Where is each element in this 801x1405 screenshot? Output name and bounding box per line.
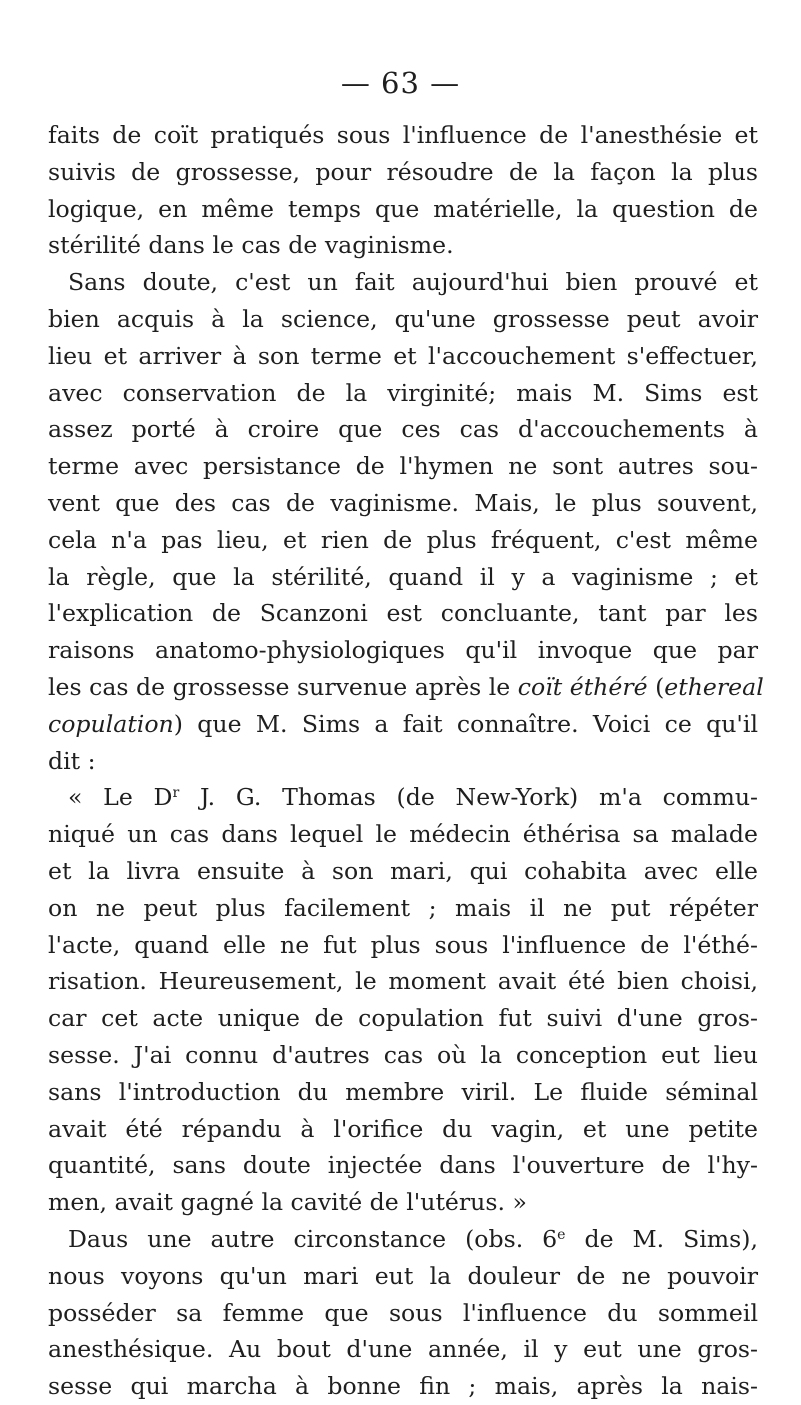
text-line: men, avait gagné la cavité de l'utérus. » xyxy=(48,1188,527,1217)
text-line xyxy=(48,669,764,706)
text-line: avait été répandu à l'orifice du vagin, et une petite xyxy=(48,1114,758,1143)
text-fragment: e xyxy=(557,1227,566,1244)
text-fragment: Daus une autre circonstance (obs. 6 xyxy=(68,1224,558,1253)
text-fragment: les cas de grossesse survenue après le xyxy=(48,672,518,701)
text-line: sans l'introduction du membre viril. Le fluide séminal xyxy=(48,1077,758,1106)
text-line: et la livra ensuite à son mari, qui cohabita avec elle xyxy=(48,856,758,885)
text-fragment: J. G. Thomas (de New-York) m'a commu- xyxy=(179,783,758,812)
text-line: sesse. J'ai connu d'autres cas où la conception eut lieu xyxy=(48,1040,758,1069)
text-line: logique, en même temps que matérielle, la question de xyxy=(48,194,758,223)
text-fragment: ( xyxy=(647,672,665,701)
text-line: dit : xyxy=(48,746,96,775)
text-line: niqué un cas dans lequel le médecin éthérisa sa malade xyxy=(48,820,758,849)
text-line: on ne peut plus facilement ; mais il ne put répéter xyxy=(48,893,758,922)
text-fragment: coït éthéré xyxy=(517,672,648,701)
text-line: nous voyons qu'un mari eut la douleur de ne pouvoir xyxy=(48,1261,758,1290)
text-line: l'acte, quand elle ne fut plus sous l'influence de l'éthé- xyxy=(48,930,758,959)
text-line: stérilité dans le cas de vaginisme. xyxy=(48,231,454,260)
text-line: anesthésique. Au bout d'une année, il y eut une gros- xyxy=(48,1335,758,1364)
body-text xyxy=(48,117,764,1405)
text-line: avec conservation de la virginité; mais M. Sims est xyxy=(48,378,758,407)
text-line: assez porté à croire que ces cas d'accouchements à xyxy=(48,415,758,444)
text-line: l'explication de Scanzoni est concluante, tant par les xyxy=(48,599,758,628)
text-fragment: « Le D xyxy=(68,783,173,812)
text-line xyxy=(48,706,758,743)
text-line: la règle, que la stérilité, quand il y a vaginisme ; et xyxy=(48,562,758,591)
text-line: suivis de grossesse, pour résoudre de la façon la plus xyxy=(48,157,758,186)
text-line: raisons anatomo-physiologiques qu'il invoque que par xyxy=(48,636,758,665)
text-line: Sans doute, c'est un fait aujourd'hui bien prouvé et xyxy=(68,268,758,297)
page-number: — 63 — xyxy=(340,66,461,100)
text-line: faits de coït pratiqués sous l'influence de l'anesthésie et xyxy=(48,121,758,149)
text-line: bien acquis à la science, qu'une grossesse peut avoir xyxy=(48,304,758,333)
text-line: terme avec persistance de l'hymen ne sont autres sou- xyxy=(48,452,758,481)
text-fragment: ethereal xyxy=(664,672,764,701)
text-line: posséder sa femme que sous l'influence du sommeil xyxy=(48,1298,758,1327)
text-line xyxy=(48,1221,758,1258)
text-fragment: r xyxy=(172,785,180,802)
text-fragment: ) que M. Sims a fait connaître. Voici ce qu'il xyxy=(173,709,758,738)
text-line xyxy=(48,779,758,816)
text-line: lieu et arriver à son terme et l'accouchement s'effectuer, xyxy=(48,341,758,370)
text-line: car cet acte unique de copulation fut suivi d'une gros- xyxy=(48,1004,758,1033)
text-fragment: copulation xyxy=(48,709,174,738)
text-line: risation. Heureusement, le moment avait été bien choisi, xyxy=(48,967,758,996)
text-line: sesse qui marcha à bonne fin ; mais, après la nais- xyxy=(48,1372,758,1401)
text-line: vent que des cas de vaginisme. Mais, le plus souvent, xyxy=(48,488,758,517)
text-line: quantité, sans doute injectée dans l'ouverture de l'hy- xyxy=(48,1151,758,1180)
text-fragment: de M. Sims), xyxy=(565,1224,758,1253)
text-line: cela n'a pas lieu, et rien de plus fréquent, c'est même xyxy=(48,525,758,554)
